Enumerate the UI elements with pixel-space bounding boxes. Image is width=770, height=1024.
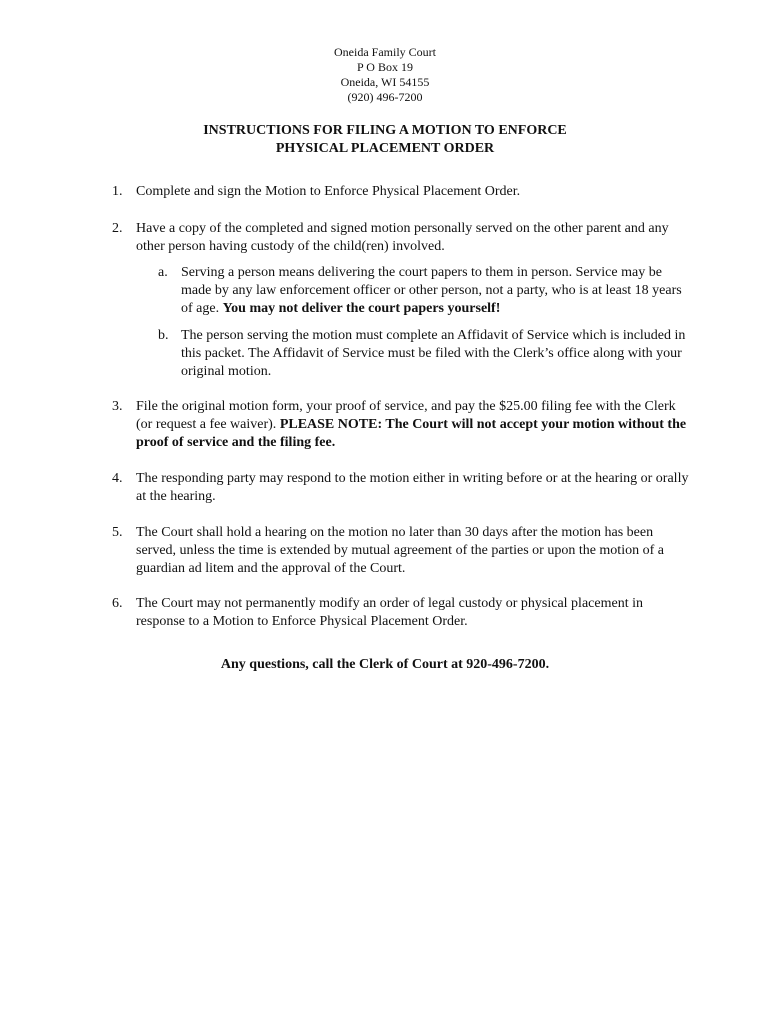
instruction-subitem-a <box>158 264 688 318</box>
item-number: 4. <box>112 471 123 486</box>
item-number: 5. <box>112 525 123 540</box>
instruction-subitem-b <box>158 327 688 381</box>
court-po-box: P O Box 19 <box>357 60 413 74</box>
item-text-block <box>136 398 692 452</box>
court-city-state-zip: Oneida, WI 54155 <box>340 75 430 89</box>
subitem-text-block <box>181 264 688 318</box>
closing-contact-line: Any questions, call the Clerk of Court at 920-496-7200. <box>220 657 550 672</box>
item-text: File the original motion form, your proof of service, and pay the $25.00 filing fee with the Clerk (or request a fee waiver). <box>136 399 676 432</box>
item-text: The Court may not permanently modify an order of legal custody or physical placement in response to a Motion to Enforce Physical Placement Order. <box>136 596 643 629</box>
title-line-1: INSTRUCTIONS FOR FILING A MOTION TO ENFORCE <box>203 123 567 138</box>
item-text: Complete and sign the Motion to Enforce Physical Placement Order. <box>136 184 521 199</box>
subitem-warning: You may not deliver the court papers yourself! <box>222 301 501 316</box>
item-number: 3. <box>112 399 123 414</box>
item-number: 2. <box>112 221 123 236</box>
item-text: Have a copy of the completed and signed motion personally served on the other parent and any other person having custody of the child(ren) involved. <box>136 221 669 254</box>
instruction-item-6 <box>112 595 692 631</box>
title-line-2: PHYSICAL PLACEMENT ORDER <box>275 141 495 156</box>
item-number: 6. <box>112 596 123 611</box>
item-number: 1. <box>112 184 123 199</box>
court-phone: (920) 496-7200 <box>347 90 423 104</box>
document-title <box>0 122 770 158</box>
subitem-text: Serving a person means delivering the court papers to them in person. Service may be made by any law enforcement officer or other person, not a party, who is at least 18 years of age. <box>181 265 682 316</box>
court-name: Oneida Family Court <box>334 45 436 59</box>
instruction-item-3 <box>112 398 692 452</box>
item-text: The responding party may respond to the motion either in writing before or at the hearing or orally at the hearing. <box>136 471 689 504</box>
court-address-block <box>0 45 770 105</box>
instruction-item-1 <box>112 183 692 201</box>
subitem-letter: b. <box>158 328 169 343</box>
subitem-letter: a. <box>158 265 168 280</box>
instruction-item-2 <box>112 220 692 256</box>
subitem-text: The person serving the motion must complete an Affidavit of Service which is included in this packet. The Affidavit of Service must be filed with the Clerk’s office along with your original motion. <box>181 328 686 379</box>
item-note: PLEASE NOTE: The Court will not accept your motion without the proof of service and the filing fee. <box>136 417 687 450</box>
instruction-item-5 <box>112 524 692 578</box>
item-text: The Court shall hold a hearing on the motion no later than 30 days after the motion has been served, unless the time is extended by mutual agreement of the parties or upon the motion of a guardian ad litem and the approval of the Court. <box>136 525 664 576</box>
instruction-item-4 <box>112 470 692 506</box>
